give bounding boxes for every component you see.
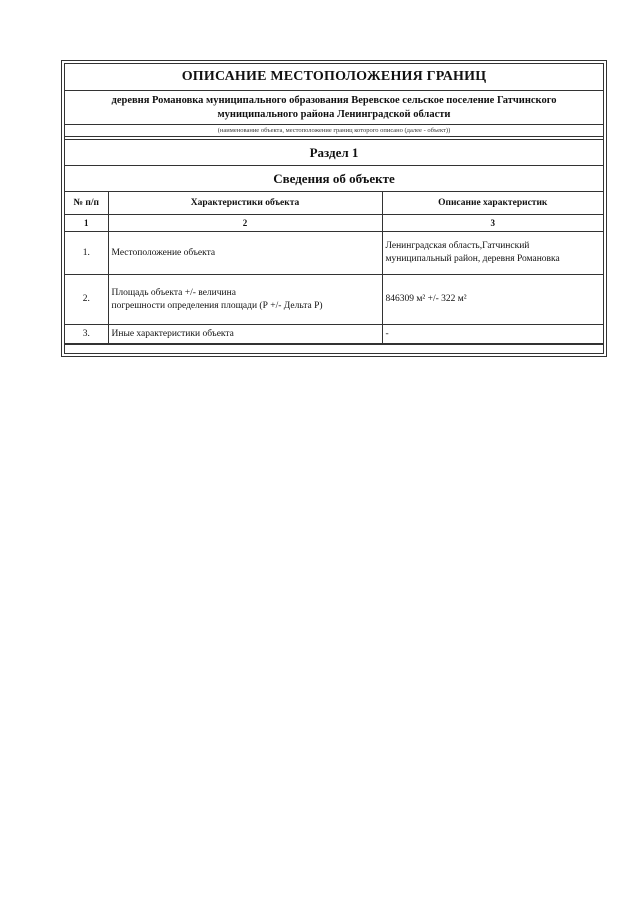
row-description [382, 232, 603, 275]
document-frame [61, 60, 607, 357]
object-name-caption: (наименование объекта, местоположение границ которого описано (далее - объект)) [65, 125, 603, 137]
object-name [65, 91, 603, 125]
section-heading: Сведения об объекте [65, 166, 603, 192]
column-number-3: 3 [382, 215, 603, 232]
table-row [65, 232, 603, 275]
row-characteristic: Иные характеристики объекта [108, 325, 382, 344]
section-title: Раздел 1 [65, 140, 603, 166]
column-number-2: 2 [108, 215, 382, 232]
column-header-description: Описание характеристик [382, 192, 603, 215]
row-number: 1. [65, 232, 108, 275]
document-inner-frame [64, 63, 604, 354]
object-name-line-2: муниципального района Ленинградской области [217, 108, 451, 120]
table-header-row [65, 192, 603, 215]
table-bottom-spacer [65, 344, 603, 353]
row-characteristic-line-1: Площадь объекта +/- величина [111, 287, 236, 298]
row-description-line-1: Ленинградская область,Гатчинский [385, 241, 530, 251]
object-name-line-1: деревня Романовка муниципального образования Веревское сельское поселение Гатчинского [111, 94, 557, 106]
table-row [65, 275, 603, 325]
row-description: - [382, 325, 603, 344]
table-row [65, 325, 603, 344]
document-title: ОПИСАНИЕ МЕСТОПОЛОЖЕНИЯ ГРАНИЦ [65, 64, 603, 91]
row-characteristic [108, 275, 382, 325]
row-characteristic: Местоположение объекта [108, 232, 382, 275]
row-characteristic-line-2: погрешности определения площади (Р +/- Дельта Р) [111, 300, 323, 311]
column-number-1: 1 [65, 215, 108, 232]
column-number-row [65, 215, 603, 232]
column-header-characteristic: Характеристики объекта [108, 192, 382, 215]
row-description: 846309 м² +/- 322 м² [382, 275, 603, 325]
row-description-line-2: муниципальный район, деревня Романовка [385, 254, 560, 264]
object-info-table [65, 192, 603, 344]
row-number: 2. [65, 275, 108, 325]
column-header-number: № п/п [65, 192, 108, 215]
row-number: 3. [65, 325, 108, 344]
